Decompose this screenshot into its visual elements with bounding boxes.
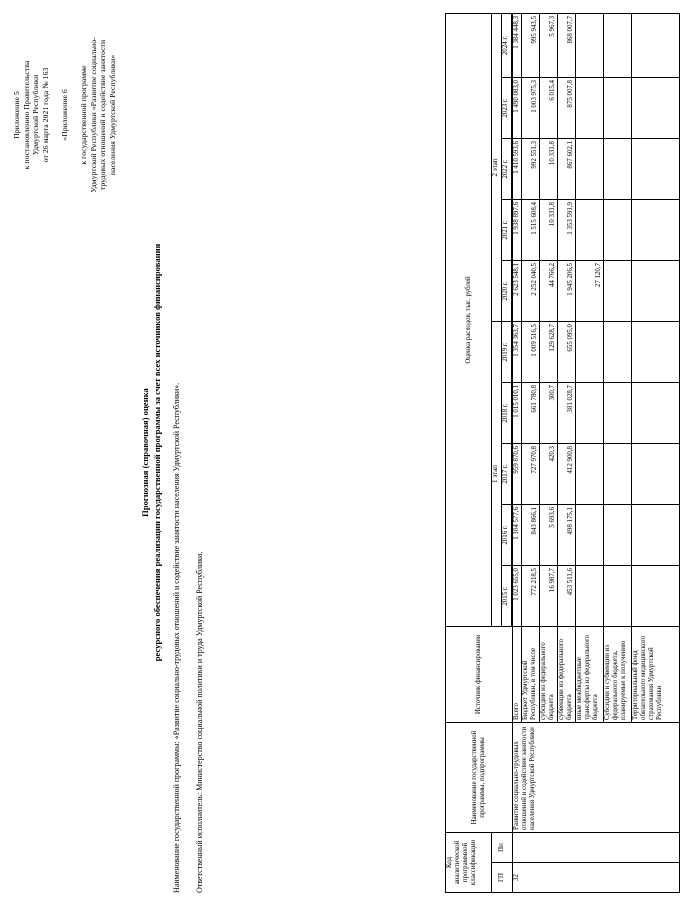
annex-line: «Приложение 6 [60,89,69,141]
value-cell [576,78,604,139]
value-cell: 1 104 577,6 [513,505,522,566]
table-row [513,13,522,892]
value-cell [604,261,632,322]
year-header: 2024 г. [502,13,512,77]
annex-line: Удмуртской Республики «Развитие социально- [88,37,98,193]
value-cell [604,322,632,383]
value-cell: 1 354 363,7 [513,322,522,383]
pp-code [513,833,680,863]
value-cell: 868 007,7 [558,13,576,77]
value-cell: 727 970,8 [522,444,540,505]
year-header: 2016 г. [502,505,512,566]
year-header: 2020 г. [502,261,512,322]
year-header: 2023 г. [502,78,512,139]
value-cell: 1 009 516,5 [522,322,540,383]
source-cell: Территориальный фонд обязательного медицинского страхования Удмуртской Республики [632,627,680,723]
value-cell [576,505,604,566]
value-cell: 1 938 897,6 [513,200,522,261]
value-cell: 1 384 448,3 [513,13,522,77]
document-title: Прогнозная (справочная) оценка [140,388,150,517]
year-header: 2015 г. [502,566,512,627]
value-cell [576,444,604,505]
year-header: 2017 г. [502,444,512,505]
value-cell: 2 623 548,1 [513,261,522,322]
annex-line: от 26 марта 2021 года № 163 [40,67,50,163]
value-cell: 381 028,7 [558,383,576,444]
value-cell [604,139,632,200]
value-cell: 1 353 591,9 [558,200,576,261]
value-cell: 420,3 [540,444,558,505]
program-name: Наименование государственной программы: «Развитие социально-трудовых отношений и содействие занятости населения Удмуртской Республики». [172,382,181,893]
value-cell: 1 490 083,0 [513,78,522,139]
value-cell [632,383,680,444]
header-name: Наименование государственной программы, подпрограммы [446,723,513,833]
value-cell: 44 766,2 [540,261,558,322]
value-cell: 1 015 010,1 [513,383,522,444]
annex-line: Удмуртской Республики [31,74,41,156]
header-stage-1: 1 этап [492,322,502,627]
year-header: 2018 г. [502,383,512,444]
value-cell [576,383,604,444]
annex-line: Приложение 5 [12,91,21,139]
value-cell: 875 007,8 [558,78,576,139]
header-gp: ГП [492,863,513,893]
program-title-cell: Развитие социально-трудовых отношений и содействие занятости населения Удмуртской Республики [513,723,680,833]
value-cell: 498 175,1 [558,505,576,566]
header-source: Источник финансирования [446,627,513,723]
source-cell: иные межбюджетные трансферты из федерального бюджета [576,627,604,723]
value-cell: 412 900,8 [558,444,576,505]
annex-line: трудовых отношений и содействие занятости [98,39,108,191]
year-header: 2019 г. [502,322,512,383]
value-cell: 1 003 975,3 [522,78,540,139]
source-cell: Субсидии и субвенции из федерального бюджета, планируемые к получению [604,627,632,723]
source-cell: Всего [513,627,522,723]
value-cell: 655 095,0 [558,322,576,383]
value-cell: 300,7 [540,383,558,444]
value-cell [632,505,680,566]
year-header: 2021 г. [502,200,512,261]
value-cell [632,78,680,139]
value-cell: 2 252 040,5 [522,261,540,322]
source-cell: субсидии из федерального бюджета [540,627,558,723]
source-cell: субвенции из федерального бюджета [558,627,576,723]
value-cell: 772 218,5 [522,566,540,627]
financing-table [445,13,680,893]
value-cell [604,383,632,444]
value-cell: 6 015,4 [540,78,558,139]
value-cell: 16 987,7 [540,566,558,627]
value-cell: 992 551,3 [522,139,540,200]
value-cell: 1 515 608,4 [522,200,540,261]
source-cell: Бюджет Удмуртской Республики, в том числе [522,627,540,723]
value-cell [632,139,680,200]
value-cell [632,566,680,627]
value-cell [604,78,632,139]
header-estimate: Оценка расходов, тыс. рублей [446,13,492,626]
value-cell: 27 120,7 [576,261,604,322]
value-cell: 1 410 593,6 [513,139,522,200]
value-cell [632,322,680,383]
value-cell [576,322,604,383]
value-cell [576,13,604,77]
gp-code: 32 [513,863,680,893]
value-cell [576,139,604,200]
value-cell: 453 511,6 [558,566,576,627]
header-pp: Пп [492,833,513,863]
value-cell: 867 602,1 [558,139,576,200]
value-cell [632,444,680,505]
document-subtitle: ресурсного обеспечения реализации государственной программы за счет всех источников финансирования [152,243,162,662]
value-cell [604,505,632,566]
value-cell [576,566,604,627]
value-cell: 10 331,8 [540,139,558,200]
value-cell [576,200,604,261]
value-cell [604,13,632,77]
annex-line: населения Удмуртской Республики» [108,54,117,176]
value-cell: 661 780,8 [522,383,540,444]
header-stage-2: 2 этап [492,13,502,321]
annex-line: к государственной программе [79,65,89,165]
value-cell: 959 870,6 [513,444,522,505]
value-cell: 1 023 655,0 [513,566,522,627]
value-cell: 129 628,7 [540,322,558,383]
header-code: Код аналитической программной классификации [446,833,492,893]
value-cell: 10 331,8 [540,200,558,261]
value-cell [632,13,680,77]
value-cell [604,444,632,505]
value-cell [632,200,680,261]
year-header: 2022 г. [502,139,512,200]
value-cell: 5 693,6 [540,505,558,566]
executor: Ответственный исполнитель: Министерство социальной политики и труда Удмуртской Республики. [195,551,204,893]
value-cell: 843 866,1 [522,505,540,566]
value-cell [604,200,632,261]
value-cell: 995 943,5 [522,13,540,77]
value-cell: 5 967,3 [540,13,558,77]
value-cell: 1 945 206,5 [558,261,576,322]
annex-line: к постановлению Правительства [21,60,31,170]
value-cell [604,566,632,627]
value-cell [632,261,680,322]
